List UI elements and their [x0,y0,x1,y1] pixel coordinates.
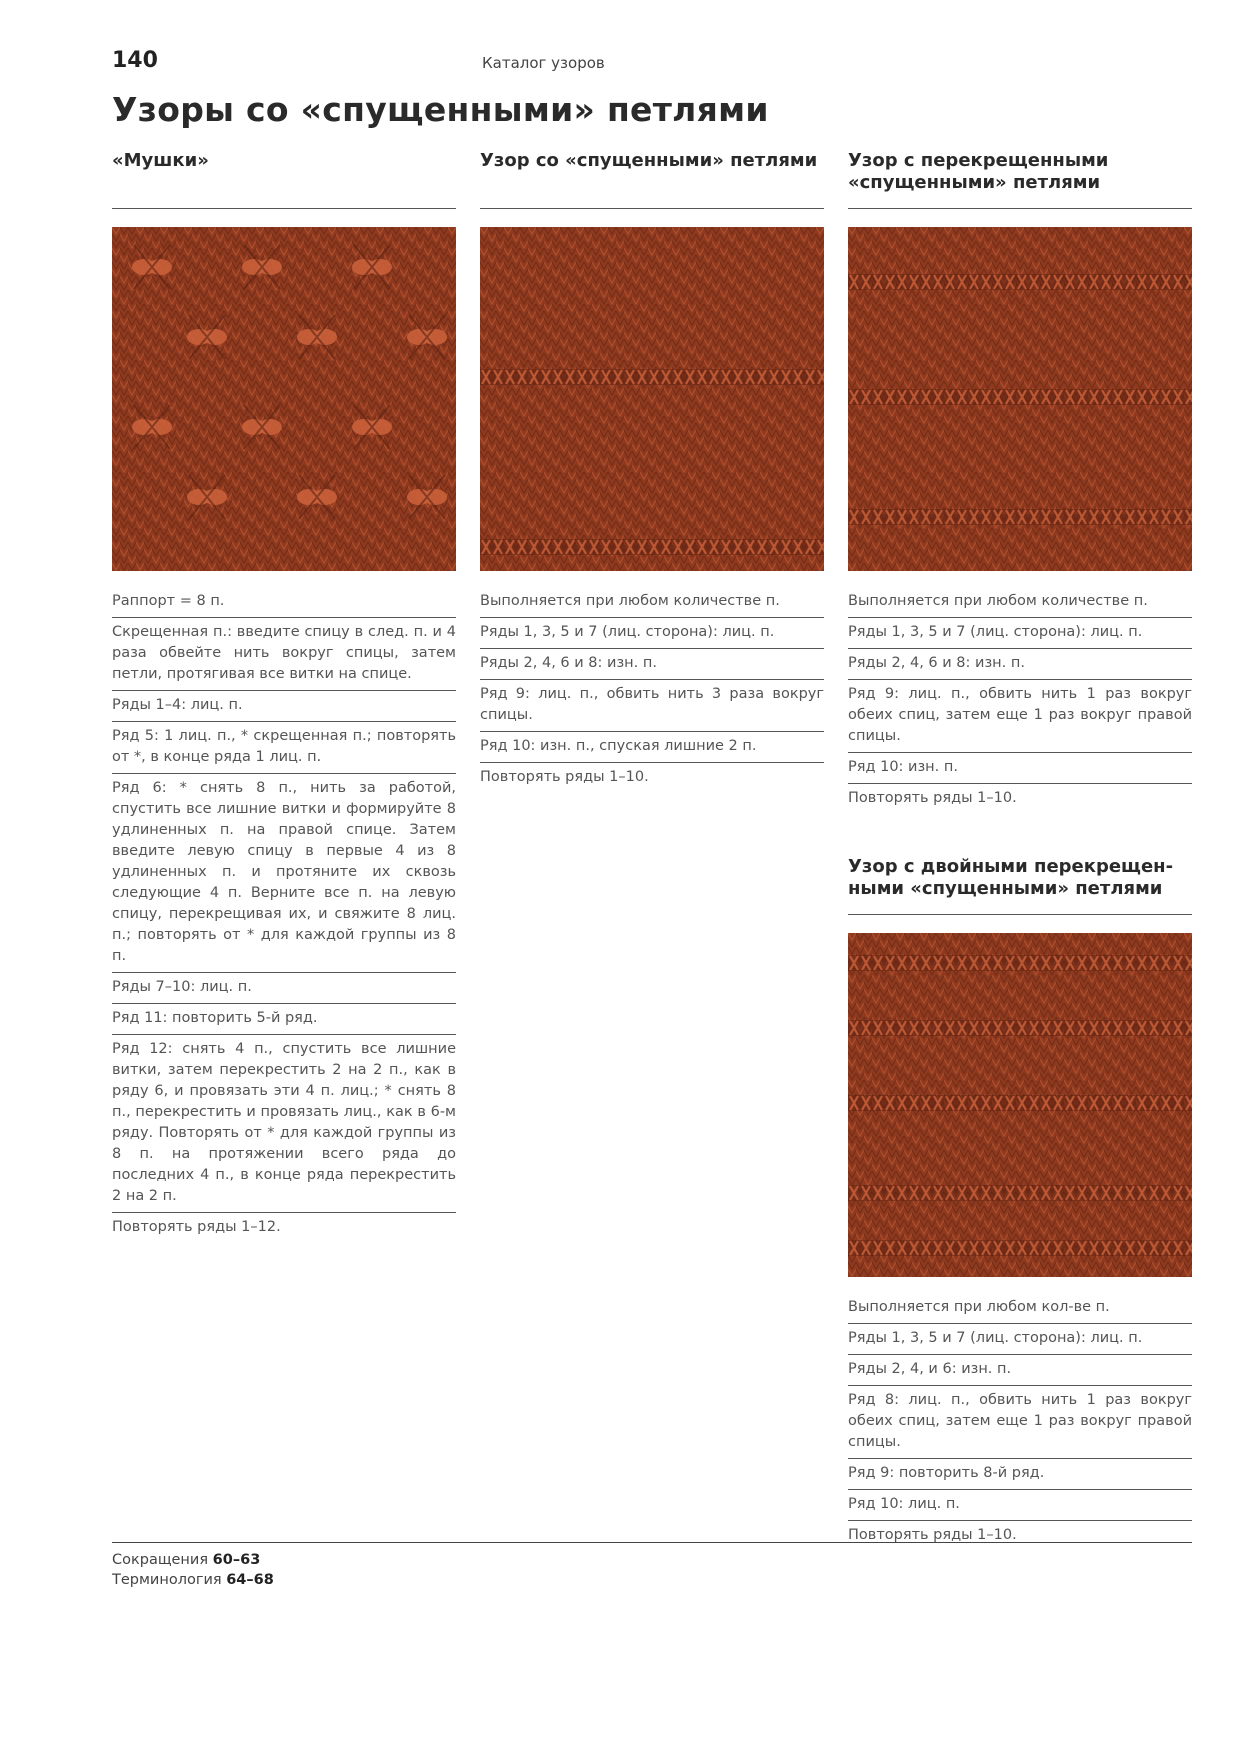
pattern-title: Узор с перекрещенными «спущенными» петлями [848,150,1109,193]
instruction-line: Выполняется при любом кол-ве п. [848,1293,1192,1324]
pattern-block-4 [848,856,1192,1551]
divider [848,208,1192,209]
instruction-line: Ряд 12: снять 4 п., спустить все лишние витки, затем перекрестить 2 на 2 п., как в ряду 6, и провязать эти 4 п. лиц.; * снять 8 п., перекрестить и провязать лиц., как в 6-м ряду. Повторять от * для каждой группы из 8 п. на протяжении всего ряда до последних 4 п., в конце ряда перекрестить 2 на 2 п. [112,1035,456,1213]
instruction-line: Повторять ряды 1–10. [480,769,649,785]
reference-terminology [112,1570,274,1590]
divider [112,208,456,209]
instruction-line: Ряд 9: лиц. п., обвить нить 1 раз вокруг обеих спиц, затем еще 1 раз вокруг правой спицы. [848,680,1192,753]
pattern-column-1 [112,150,456,1243]
instruction-line: Ряд 8: лиц. п., обвить нить 1 раз вокруг обеих спиц, затем еще 1 раз вокруг правой спицы. [848,1386,1192,1459]
instruction-line: Выполняется при любом количестве п. [480,587,824,618]
instruction-line: Ряд 5: 1 лиц. п., * скрещенная п.; повторять от *, в конце ряда 1 лиц. п. [112,722,456,774]
instruction-line: Повторять ряды 1–10. [848,1527,1017,1543]
page-number: 140 [112,48,158,73]
pattern-title: «Мушки» [112,150,209,171]
reference-abbreviations [112,1550,274,1570]
pattern-column-3 [848,150,1192,1551]
instruction-line: Ряды 1, 3, 5 и 7 (лиц. сторона): лиц. п. [848,1324,1192,1355]
pattern-title: Узор со «спущенными» петлями [480,150,818,171]
instruction-line: Ряды 2, 4, и 6: изн. п. [848,1355,1192,1386]
instruction-line: Повторять ряды 1–10. [848,790,1017,806]
knit-swatch-image [848,227,1192,571]
instruction-line: Выполняется при любом количестве п. [848,587,1192,618]
instruction-line: Раппорт = 8 п. [112,587,456,618]
instruction-line: Ряд 11: повторить 5-й ряд. [112,1004,456,1035]
instruction-line: Ряды 1–4: лиц. п. [112,691,456,722]
instruction-line: Ряды 1, 3, 5 и 7 (лиц. сторона): лиц. п. [848,618,1192,649]
instruction-line: Ряд 10: лиц. п. [848,1490,1192,1521]
instruction-line: Ряд 10: изн. п., спуская лишние 2 п. [480,732,824,763]
knit-swatch-image [112,227,456,571]
instruction-line: Ряды 2, 4, 6 и 8: изн. п. [480,649,824,680]
page-title: Узоры со «спущенными» петлями [112,90,769,129]
reference-pages: 60–63 [212,1552,261,1568]
knit-swatch-image [480,227,824,571]
instruction-line: Скрещенная п.: введите спицу в след. п. и 4 раза обвейте нить вокруг спицы, затем петли, протягивая все витки на спице. [112,618,456,691]
running-head: Каталог узоров [482,54,605,72]
instruction-line: Ряды 2, 4, 6 и 8: изн. п. [848,649,1192,680]
instructions [112,587,456,1243]
instruction-line: Ряд 10: изн. п. [848,753,1192,784]
instruction-line: Ряд 9: повторить 8-й ряд. [848,1459,1192,1490]
reference-label: Сокращения [112,1552,209,1568]
instruction-line: Ряды 7–10: лиц. п. [112,973,456,1004]
instruction-line: Ряды 1, 3, 5 и 7 (лиц. сторона): лиц. п. [480,618,824,649]
footer-divider [112,1542,1192,1543]
instruction-line: Повторять ряды 1–12. [112,1219,281,1235]
instruction-line: Ряд 6: * снять 8 п., нить за работой, спустить все лишние витки и формируйте 8 удлиненных п. на правой спице. Затем введите левую спицу в первые 4 из 8 удлиненных п. и протяните их сквозь следующие 4 п. Верните все п. на левую спицу, перекрещивая их, и свяжите 8 лиц. п.; повторять от * для каждой группы из 8 п. [112,774,456,973]
instructions [848,587,1192,814]
instructions [848,1293,1192,1551]
reference-pages: 64–68 [226,1572,274,1588]
reference-label: Терминология [112,1572,222,1588]
knit-swatch-image [848,933,1192,1277]
divider [848,914,1192,915]
divider [480,208,824,209]
footer-references [112,1550,274,1590]
instructions [480,587,824,793]
pattern-column-2 [480,150,824,793]
instruction-line: Ряд 9: лиц. п., обвить нить 3 раза вокруг спицы. [480,680,824,732]
pattern-title: Узор с двойными перекрещен-ными «спущенными» петлями [848,856,1174,899]
